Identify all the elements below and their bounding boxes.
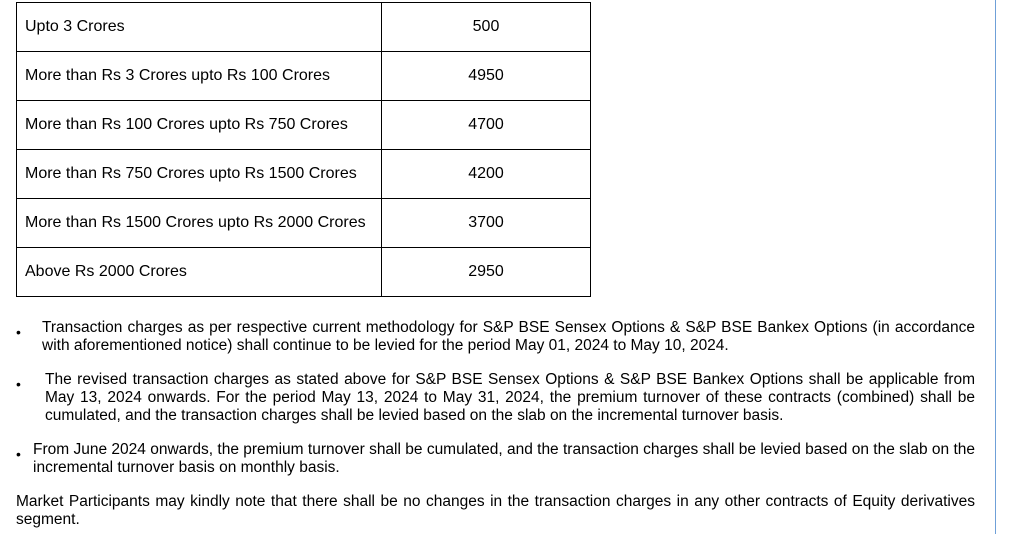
- charge-cell: 4950: [382, 52, 591, 101]
- charge-cell: 2950: [382, 248, 591, 297]
- turnover-range-cell: More than Rs 100 Crores upto Rs 750 Crores: [17, 101, 382, 150]
- closing-note: Market Participants may kindly note that there shall be no changes in the transaction charges in any other contracts of Equity derivatives segment.: [16, 493, 975, 528]
- bullet-item-june-onwards: [16, 441, 975, 477]
- charge-cell: 500: [382, 3, 591, 52]
- turnover-range-cell: Above Rs 2000 Crores: [17, 248, 382, 297]
- bullet-item-current-methodology: [16, 319, 975, 355]
- table-row: [17, 150, 591, 199]
- bullet-text: Transaction charges as per respective current methodology for S&P BSE Sensex Options & S&P BSE Bankex Options (in accordance with aforementioned notice) shall continue to be levied for the period May 01, 2024 to May 10, 2024.: [42, 319, 975, 354]
- bullet-dot-icon: •: [16, 324, 21, 340]
- transaction-charges-slab-table: [16, 2, 591, 297]
- table-row: [17, 52, 591, 101]
- table-row: [17, 248, 591, 297]
- table-row: [17, 3, 591, 52]
- bullet-dot-icon: •: [16, 376, 21, 392]
- table-row: [17, 199, 591, 248]
- table-row: [17, 101, 591, 150]
- notes-section: [16, 319, 975, 529]
- charge-cell: 4200: [382, 150, 591, 199]
- bullet-item-revised-charges: [16, 371, 975, 425]
- turnover-range-cell: More than Rs 3 Crores upto Rs 100 Crores: [17, 52, 382, 101]
- bullet-text: The revised transaction charges as stated above for S&P BSE Sensex Options & S&P BSE Bankex Options shall be applicable from May 13, 2024 onwards. For the period May 13, 2024 to May 31, 2024, the premium turnover of these contracts (combined) shall be cumulated, and the transaction charges shall be levied based on the slab on the incremental turnover basis.: [45, 371, 975, 424]
- turnover-range-cell: More than Rs 750 Crores upto Rs 1500 Crores: [17, 150, 382, 199]
- bullet-dot-icon: •: [16, 446, 21, 462]
- page-right-border: [995, 0, 996, 534]
- turnover-range-cell: Upto 3 Crores: [17, 3, 382, 52]
- bullet-text: From June 2024 onwards, the premium turnover shall be cumulated, and the transaction charges shall be levied based on the slab on the incremental turnover basis on monthly basis.: [33, 441, 975, 476]
- turnover-range-cell: More than Rs 1500 Crores upto Rs 2000 Crores: [17, 199, 382, 248]
- charge-cell: 3700: [382, 199, 591, 248]
- charge-cell: 4700: [382, 101, 591, 150]
